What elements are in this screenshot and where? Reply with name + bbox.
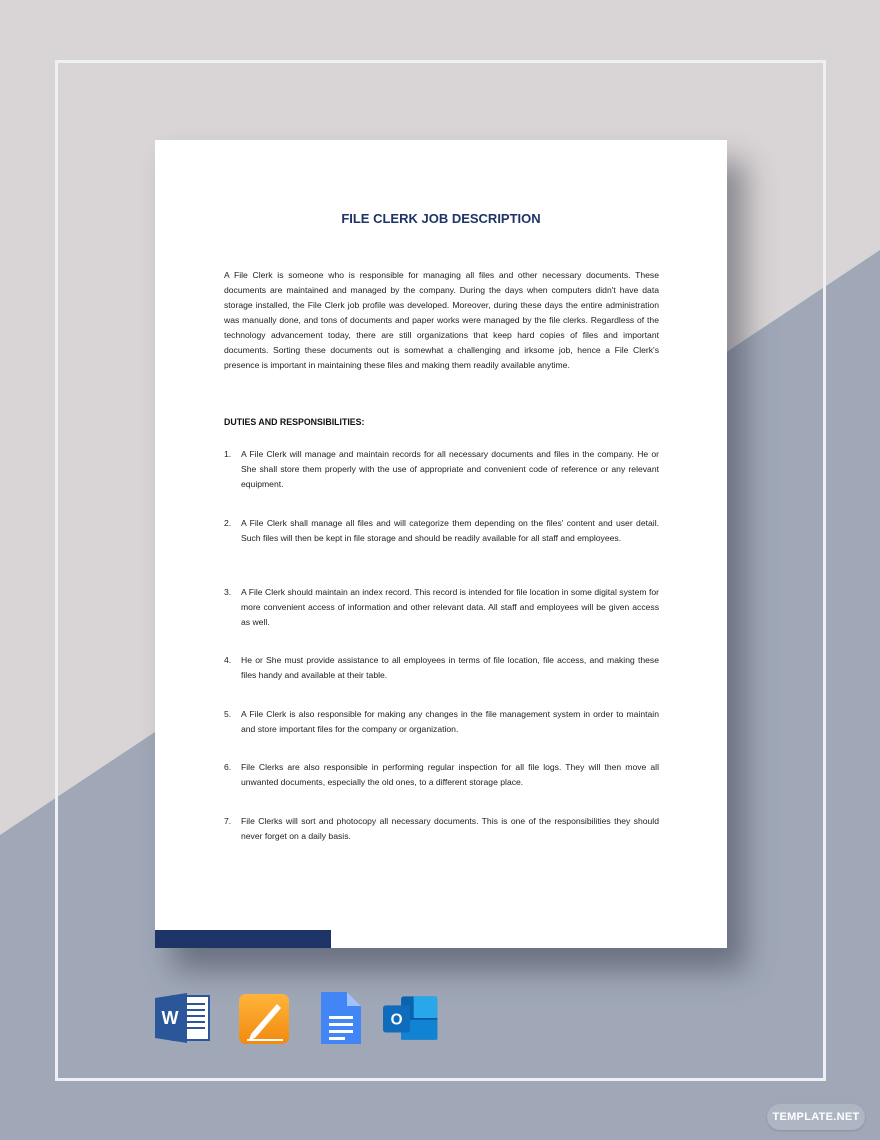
google-docs-icon[interactable] <box>315 990 371 1046</box>
list-item-text: A File Clerk is also responsible for making any changes in the file management system in order to maintain and store important files for the company or organization. <box>241 709 659 734</box>
list-item-number: 4. <box>224 655 232 665</box>
list-item-number: 2. <box>224 518 232 528</box>
pages-icon[interactable] <box>237 990 293 1046</box>
outlook-icon[interactable] <box>383 990 439 1046</box>
app-icons-row <box>155 990 455 1050</box>
list-item <box>224 814 659 844</box>
list-item-text: He or She must provide assistance to all employees in terms of file location, file access, and making these files handy and available at their table. <box>241 655 659 680</box>
list-item <box>224 707 659 737</box>
intro-paragraph: A File Clerk is someone who is responsible for managing all files and other necessary documents. These documents are maintained and managed by the company. During the days when computers didn't have data storage installed, the File Clerk job profile was developed. Moreover, during these days the entire administration was manually done, and tons of documents and paper works were managed by the file clerks. Regardless of the technology advancement today, there are still organizations that keep hard copies of files and important documents. Sorting these documents out is somewhat a challenging and irksome job, hence a File Clerk's presence is important in maintaining these files and making them readily available anytime. <box>224 270 659 370</box>
list-item <box>224 585 659 630</box>
list-item-text: File Clerks will sort and photocopy all necessary documents. This is one of the responsibilities they should never forget on a daily basis. <box>241 816 659 841</box>
word-icon[interactable] <box>155 990 211 1046</box>
list-item-text: A File Clerk should maintain an index record. This record is intended for file location in some digital system for more convenient access of information and other relevant data. All staff and employees will be given access as well. <box>241 587 659 627</box>
word-icon-letter: W <box>161 1008 179 1028</box>
list-item <box>224 447 659 492</box>
document-title: FILE CLERK JOB DESCRIPTION <box>341 211 541 226</box>
list-item-number: 1. <box>224 449 232 459</box>
outlook-icon-letter: O <box>390 1011 403 1029</box>
footer-accent-bar <box>155 930 331 948</box>
list-item-number: 5. <box>224 709 232 719</box>
list-item-number: 3. <box>224 587 232 597</box>
document-page <box>155 140 727 948</box>
duties-heading: DUTIES AND RESPONSIBILITIES: <box>224 417 365 427</box>
list-item-text: A File Clerk will manage and maintain records for all necessary documents and files in the company. He or She shall store them properly with the use of appropriate and convenient code of reference or any relevant equipment. <box>241 449 659 489</box>
list-item-text: File Clerks are also responsible in performing regular inspection for all file logs. They will then move all unwanted documents, especially the old ones, to a different storage place. <box>241 762 659 787</box>
list-item-number: 6. <box>224 762 232 772</box>
list-item-text: A File Clerk shall manage all files and will categorize them depending on the files' content and user detail. Such files will then be kept in file storage and should be readily available for all staff and employees. <box>241 518 659 543</box>
list-item <box>224 516 659 546</box>
list-item-number: 7. <box>224 816 232 826</box>
list-item <box>224 760 659 790</box>
template-net-badge[interactable]: TEMPLATE.NET <box>767 1104 865 1130</box>
list-item <box>224 653 659 683</box>
